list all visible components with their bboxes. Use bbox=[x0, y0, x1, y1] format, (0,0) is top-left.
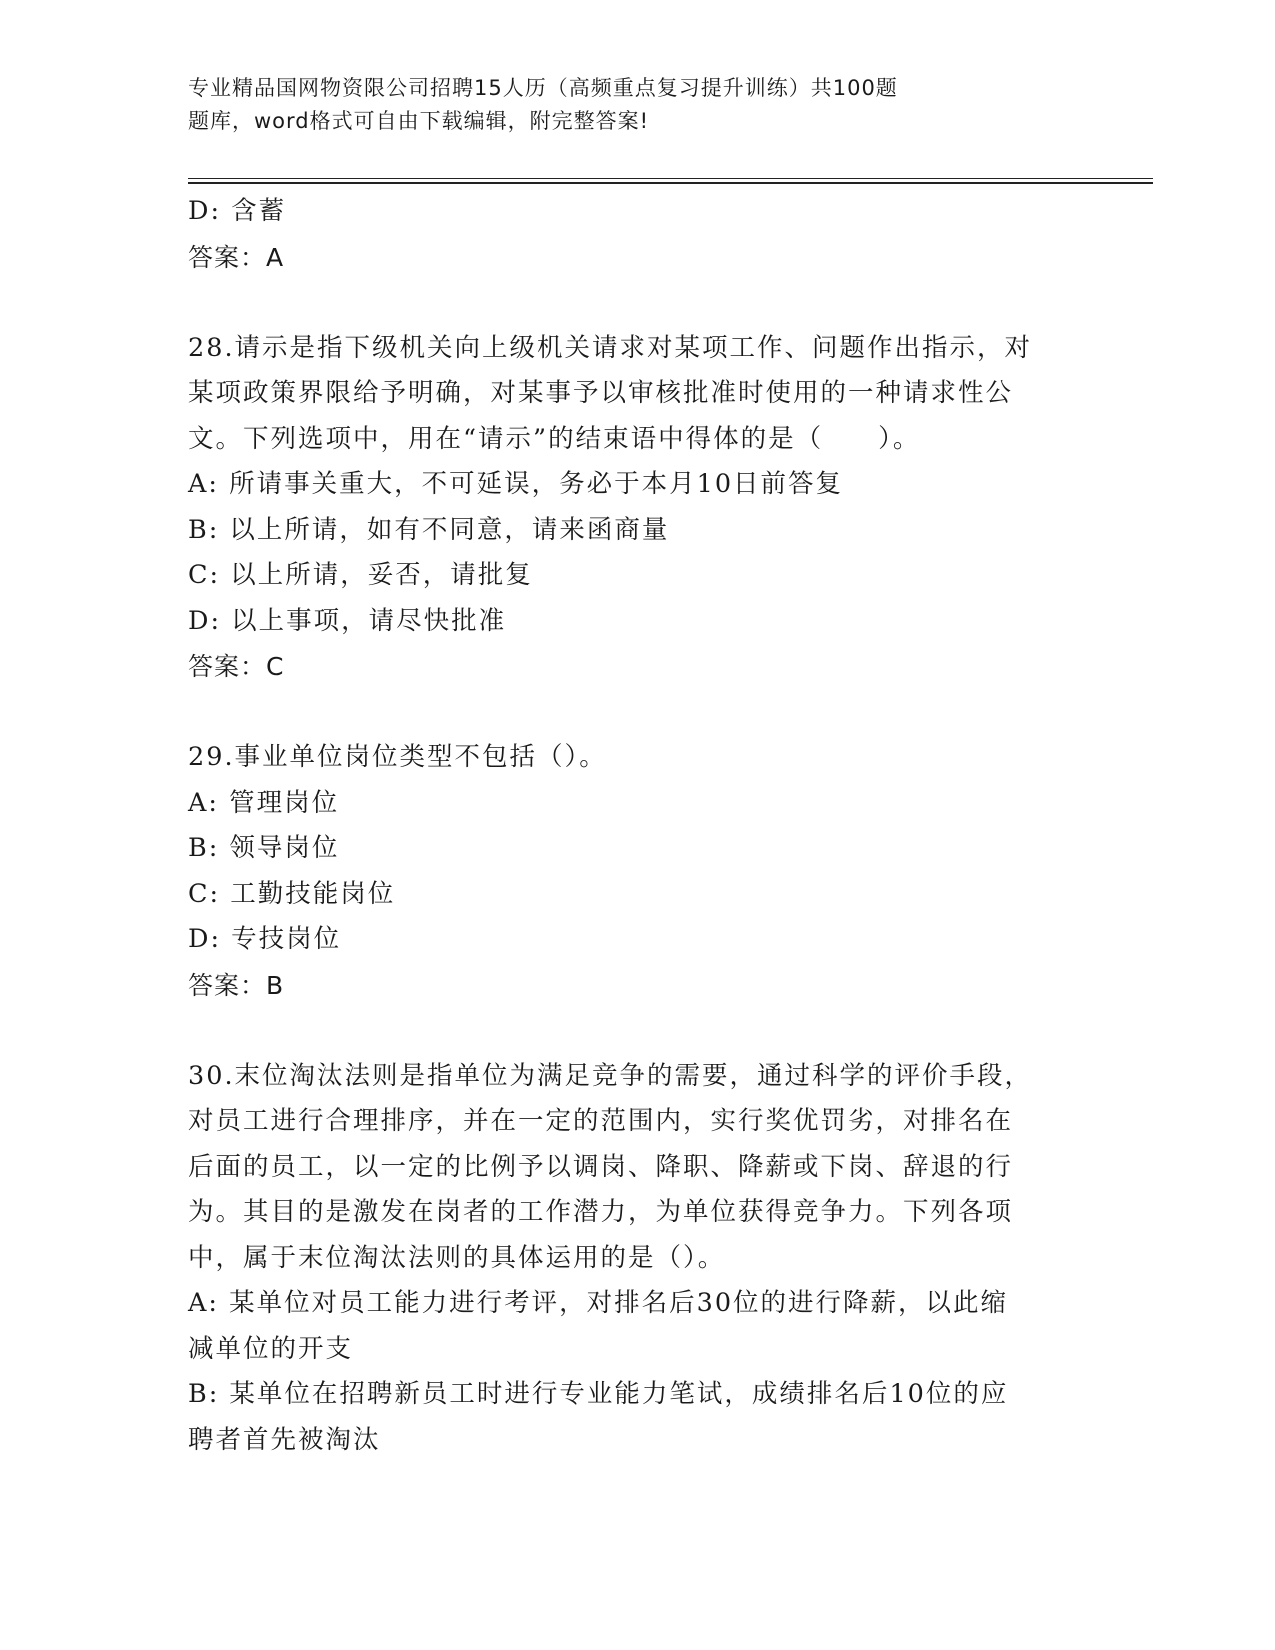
answer-line: 答案：C bbox=[188, 652, 285, 681]
option-b-line: B: 某单位在招聘新员工时进行专业能力笔试，成绩排名后10位的应 bbox=[188, 1379, 1009, 1409]
question-29 bbox=[188, 735, 1068, 1008]
header-title-line-1: 专业精品国网物资限公司招聘15人历（高频重点复习提升训练）共100题 bbox=[188, 76, 898, 100]
option-a: A: 所请事关重大，不可延误，务必于本月10日前答复 bbox=[188, 469, 844, 499]
option-a: A: 管理岗位 bbox=[188, 787, 340, 818]
option-a-line: 减单位的开支 bbox=[188, 1333, 354, 1364]
option-d: D: 专技岗位 bbox=[188, 924, 342, 954]
document-body bbox=[188, 189, 1068, 1463]
spacer bbox=[188, 1008, 1068, 1054]
question-27-tail bbox=[188, 189, 1068, 280]
option-d: D: 以上事项，请尽快批准 bbox=[188, 605, 507, 636]
header-title-line-2: 题库，word格式可自由下载编辑，附完整答案! bbox=[188, 109, 650, 133]
question-stem-line: 30.末位淘汰法则是指单位为满足竞争的需要，通过科学的评价手段， bbox=[188, 1060, 1033, 1091]
option-c: C: 工勤技能岗位 bbox=[188, 878, 396, 909]
option-b: B: 以上所请，如有不同意，请来函商量 bbox=[188, 514, 670, 545]
question-30 bbox=[188, 1054, 1068, 1464]
spacer bbox=[188, 280, 1068, 326]
question-stem-line: 某项政策界限给予明确，对某事予以审核批准时使用的一种请求性公 bbox=[188, 378, 1014, 408]
header-divider-thick bbox=[188, 182, 1153, 184]
answer-line: 答案：A bbox=[188, 242, 285, 272]
spacer bbox=[188, 690, 1068, 736]
answer-line: 答案：B bbox=[188, 970, 285, 1000]
option-a-line: A: 某单位对员工能力进行考评，对排名后30位的进行降薪，以此缩 bbox=[188, 1288, 1009, 1318]
question-stem-line: 后面的员工，以一定的比例予以调岗、降职、降薪或下岗、辞退的行 bbox=[188, 1151, 1014, 1182]
option-c: C: 以上所请，妥否，请批复 bbox=[188, 560, 533, 590]
option-d: D: 含蓄 bbox=[188, 196, 287, 226]
question-stem-line: 为。其目的是激发在岗者的工作潜力，为单位获得竞争力。下列各项 bbox=[188, 1197, 1014, 1227]
question-stem-line: 28.请示是指下级机关向上级机关请求对某项工作、问题作出指示，对 bbox=[188, 332, 1033, 363]
question-stem-line: 文。下列选项中，用在“请示”的结束语中得体的是（ ）。 bbox=[188, 423, 921, 454]
document-header bbox=[188, 72, 1028, 138]
header-divider-thin bbox=[188, 178, 1153, 179]
question-stem-line: 对员工进行合理排序，并在一定的范围内，实行奖优罚劣，对排名在 bbox=[188, 1106, 1014, 1136]
option-b: B: 领导岗位 bbox=[188, 833, 340, 863]
question-stem-line: 中，属于末位淘汰法则的具体运用的是（）。 bbox=[188, 1242, 726, 1273]
option-b-line: 聘者首先被淘汰 bbox=[188, 1424, 381, 1455]
question-stem: 29.事业单位岗位类型不包括（）。 bbox=[188, 742, 607, 772]
question-28 bbox=[188, 326, 1068, 690]
